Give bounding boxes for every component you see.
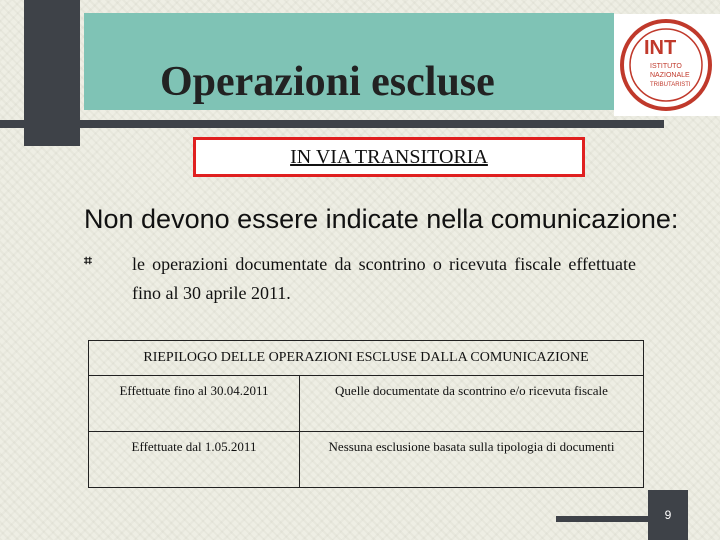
table-header: RIEPILOGO DELLE OPERAZIONI ESCLUSE DALLA COMUNICAZIONE [89,341,644,376]
subtitle: IN VIA TRANSITORIA [290,146,488,168]
title-rule [0,120,664,128]
lead-text: Non devono essere indicate nella comunicazione: [84,204,679,234]
table-cell-period: Effettuate fino al 30.04.2011 [89,376,300,432]
table-cell-exclusion: Nessuna esclusione basata sulla tipologia di documenti [300,432,644,488]
x-bullet-icon: ⌗ [84,254,92,269]
logo-line-1: ISTITUTO [650,63,682,70]
logo-text-top: INT [644,37,677,59]
int-logo [614,14,720,116]
table-cell-exclusion: Quelle documentate da scontrino e/o ricevuta fiscale [300,376,644,432]
page-number: 9 [664,508,672,522]
logo-line-3: TRIBUTARISTI [650,82,691,88]
logo-line-2: NAZIONALE [650,72,690,79]
slide-title: Operazioni escluse [160,59,495,105]
table-row [89,376,644,432]
summary-table [88,340,644,488]
logo-seal-icon [614,14,720,116]
table-header-row [89,341,644,376]
bullet-text: le operazioni documentate da scontrino o ricevuta fiscale effettuate fino al 30 aprile 2011. [132,254,636,303]
footer-rule [556,516,648,522]
table-row [89,432,644,488]
table-cell-period: Effettuate dal 1.05.2011 [89,432,300,488]
